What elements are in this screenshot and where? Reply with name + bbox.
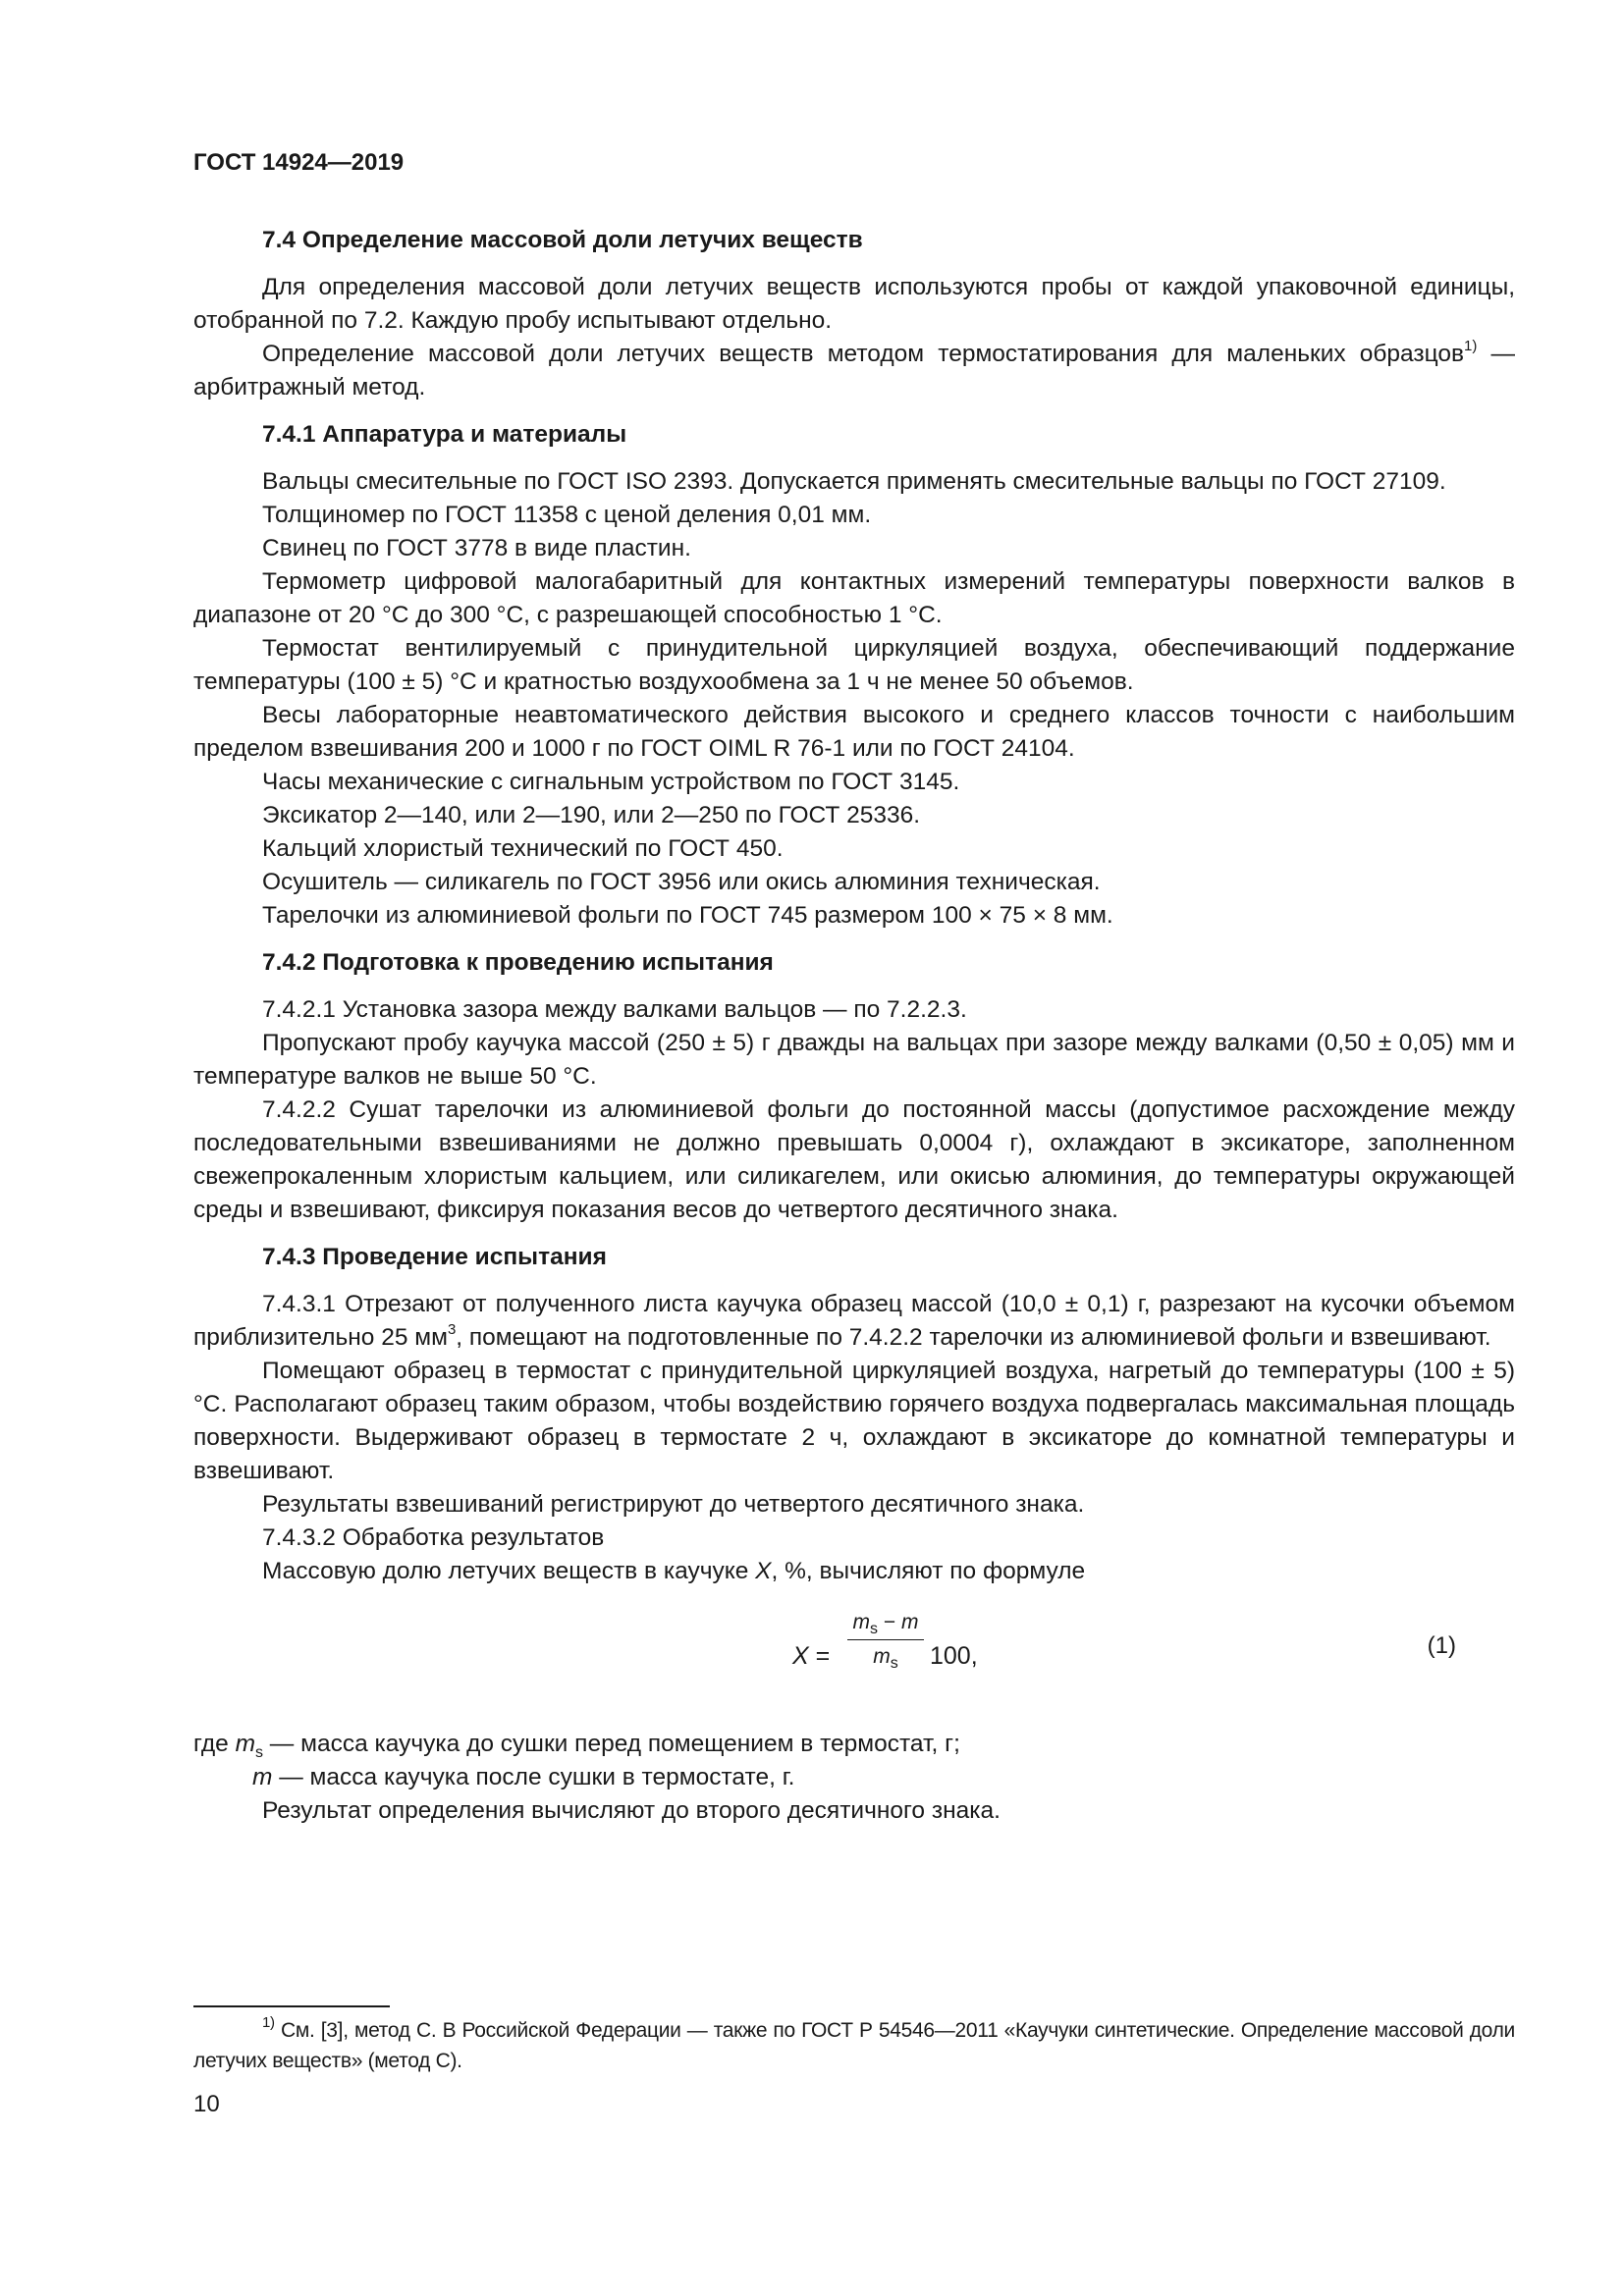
paragraph: 7.4.3.1 Отрезают от полученного листа каучука образец массой (10,0 ± 0,1) г, разрезают на кусочки объемом приблизительно 25 $мм^3$, помещают на подготовленные по 7.4.2.2 тарелочки из алюминиевой фольги и взвешивают.	[193, 1291, 1515, 1351]
section-heading-7-4-2: 7.4.2 Подготовка к проведению испытания	[262, 949, 774, 976]
list-item: Термометр цифровой малогабаритный для контактных измерений температуры поверхности валков в диапазоне от 20 °С до 300 °С, с разрешающей способностью 1 °С.	[193, 568, 1515, 628]
list-item: Осушитель — силикагель по ГОСТ 3956 или окись алюминия техническая.	[262, 869, 1101, 895]
paragraph: 7.4.2.1 Установка зазора между валками вальцов — по 7.2.2.3.	[262, 996, 967, 1023]
section-heading-7-4-3: 7.4.3 Проведение испытания	[262, 1244, 607, 1270]
formula-legend: где $m_s$ — масса каучука до сушки перед помещением в термостат, г; m — масса каучука после сушки в термостате, г. Результат определения вычисляют до второго десятичного знака.	[193, 1728, 1515, 1828]
paragraph: Результат определения вычисляют до второго десятичного знака.	[262, 1797, 1001, 1824]
section-heading-7-4-1: 7.4.1 Аппаратура и материалы	[262, 421, 627, 448]
document-header: ГОСТ 14924—2019	[193, 149, 405, 176]
fraction: $m_s - m$ $m_s$	[847, 1608, 924, 1670]
list-item: Часы механические с сигнальным устройством по ГОСТ 3145.	[262, 769, 960, 795]
section-heading-7-4: 7.4 Определение массовой доли летучих веществ	[262, 227, 863, 253]
paragraph: Помещают образец в термостат с принудительной циркуляцией воздуха, нагретый до температуры (100 ± 5) °С. Располагают образец таким образом, чтобы воздействию горячего воздуха подвергалась максимальная площадь поверхности. Выдерживают образец в термостате 2 ч, охлаждают в эксикаторе до комнатной температуры и взвешивают.	[193, 1358, 1515, 1484]
list-item: Свинец по ГОСТ 3778 в виде пластин.	[262, 535, 691, 561]
paragraph: Определение массовой доли летучих веществ методом термостатирования для маленьких образцов$^{1)}$ — арбитражный метод.	[193, 337, 1516, 400]
equation-number: (1)	[1427, 1632, 1456, 1659]
paragraph: 7.4.3.2 Обработка результатов	[262, 1524, 605, 1551]
fraction-bar	[847, 1639, 924, 1640]
page-number: 10	[193, 2091, 220, 2117]
list-item: Кальций хлористый технический по ГОСТ 450.	[262, 835, 784, 862]
paragraph: Для определения массовой доли летучих веществ используются пробы от каждой упаковочной единицы, отобранной по 7.2. Каждую пробу испытывают отдельно.	[193, 274, 1515, 334]
list-item: Вальцы смесительные по ГОСТ ISO 2393. Допускается применять смесительные вальцы по ГОСТ 27109.	[262, 468, 1446, 495]
paragraph: Пропускают пробу каучука массой (250 ± 5) г дважды на вальцах при зазоре между валками (0,50 ± 0,05) мм и температуре валков не выше 50 °С.	[193, 1030, 1515, 1090]
list-item: Весы лабораторные неавтоматического действия высокого и среднего классов точности с наибольшим пределом взвешивания 200 и 1000 г по ГОСТ OIML R 76-1 или по ГОСТ 24104.	[193, 702, 1515, 762]
list-item: Эксикатор 2—140, или 2—190, или 2—250 по ГОСТ 25336.	[262, 802, 921, 828]
paragraph: Массовую долю летучих веществ в каучуке X, %, вычисляют по формуле	[262, 1558, 1086, 1584]
paragraph: Результаты взвешиваний регистрируют до четвертого десятичного знака.	[262, 1491, 1085, 1518]
footnote-separator	[193, 2005, 390, 2007]
list-item: Толщиномер по ГОСТ 11358 с ценой деления 0,01 мм.	[262, 502, 872, 528]
document-body	[193, 224, 1515, 1828]
formula-block: X = $m_s - m$ $m_s$ 100, (1)	[193, 1608, 1515, 1706]
paragraph: 7.4.2.2 Сушат тарелочки из алюминиевой фольги до постоянной массы (допустимое расхождение между последовательными взвешиваниями не должно превышать 0,0004 г), охлаждают в эксикаторе, заполненном свежепрокаленным хлористым кальцием, или силикагелем, или окисью алюминия, до температуры окружающей среды и взвешивают, фиксируя показания весов до четвертого десятичного знака.	[193, 1096, 1515, 1223]
footnote: $^{1)}$ См. [3], метод С. В Российской Федерации — также по ГОСТ Р 54546—2011 «Каучуки синтетические. Определение массовой доли летучих веществ» (метод С).	[193, 2014, 1515, 2072]
list-item: Термостат вентилируемый с принудительной циркуляцией воздуха, обеспечивающий поддержание температуры (100 ± 5) °С и кратностью воздухообмена за 1 ч не менее 50 объемов.	[193, 635, 1515, 695]
list-item: Тарелочки из алюминиевой фольги по ГОСТ 745 размером 100 × 75 × 8 мм.	[262, 902, 1113, 929]
footnote-ref: 1)	[1464, 337, 1478, 354]
